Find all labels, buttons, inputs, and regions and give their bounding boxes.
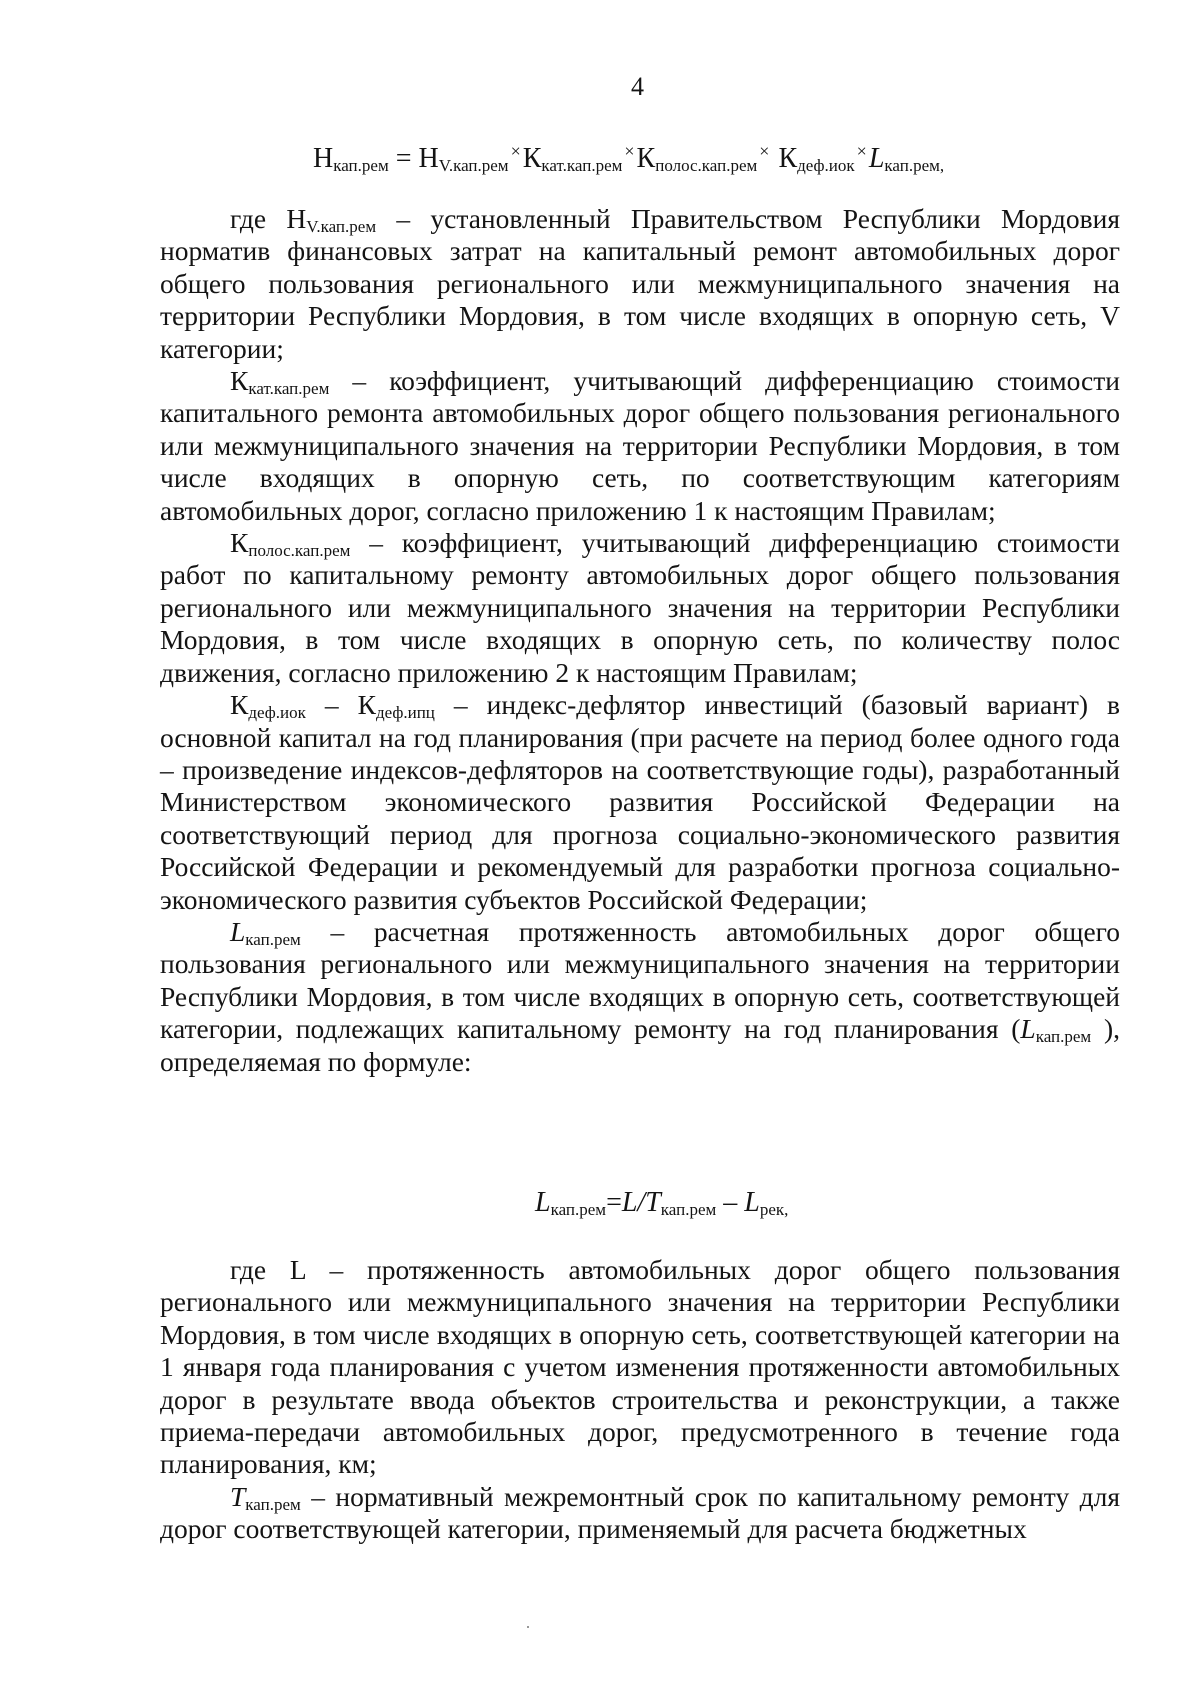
definition-prefix: где xyxy=(230,1254,290,1285)
page-number: 4 xyxy=(631,72,644,101)
formula-length-capital-repair xyxy=(535,1189,788,1218)
definition-text: – расчетная протяженность автомобильных дорог общего пользования регионального или межмуниципального значения на территории Республики Мордовия, в том числе входящих в опорную сеть, соответствующей категории, подлежащих капитальному ремонту на год планирования ( xyxy=(160,915,1127,1045)
formula-term: К xyxy=(522,143,542,174)
formula-term-subscript: кап.рем xyxy=(660,1200,717,1219)
definition-paragraph xyxy=(160,689,1127,916)
definitions-block-2 xyxy=(160,1254,1127,1546)
multiply-sign: × xyxy=(856,141,867,161)
definition-text: – индекс-дефлятор инвестиций (базовый вариант) в основной капитал на год планирования (при расчете на период более одного года – произведение индексов-дефляторов на соответствующие годы), разработанный Министерством экономического развития Российской Федерации на соответствующий период для прогноза социально-экономического развития Российской Федерации и рекомендуемый для разработки прогноза социально-экономического развития субъектов Российской Федерации; xyxy=(160,689,1127,915)
formula-term: Н xyxy=(418,143,439,174)
definition-paragraph xyxy=(160,203,1127,365)
multiply-sign: × xyxy=(510,141,521,161)
multiply-sign: × xyxy=(624,141,635,161)
formula-minus: – xyxy=(716,1187,745,1218)
definition-subscript: полос.кап.рем xyxy=(248,541,351,561)
definition-symbol: К xyxy=(230,365,249,397)
definition-prefix: где xyxy=(230,203,287,234)
definition-text: – протяженность автомобильных дорог общего пользования регионального или межмуниципального значения на территории Республики Мордовия, в том числе входящих в опорную сеть, соответствующей категории на 1 января года планирования с учетом изменения протяженности автомобильных дорог в результате ввода объектов строительства и реконструкции, а также приема-передачи автомобильных дорог, предусмотренного в течение года планирования, км; xyxy=(160,1254,1127,1480)
definition-subscript: кап.рем xyxy=(245,929,301,949)
definition-text: – установленный Правительством Республики Мордовия норматив финансовых затрат на капитальный ремонт автомобильных дорог общего пользования регионального или межмуниципального значения на территории Республики Мордовия, в том числе входящих в опорную сеть, V категории; xyxy=(160,203,1127,364)
formula-cost-capital-repair xyxy=(313,142,944,174)
formula-term: L/T xyxy=(621,1187,661,1218)
definition-text: – коэффициент, учитывающий дифференциацию стоимости работ по капитальному ремонту автомобильных дорог общего пользования регионального или межмуниципального значения на территории Республики Мордовия, в том числе входящих в опорную сеть, по количеству полос движения, согласно приложению 2 к настоящим Правилам; xyxy=(160,527,1127,688)
formula-term: L xyxy=(868,143,885,174)
formula-equals: = xyxy=(606,1187,622,1218)
definition-paragraph xyxy=(160,1480,1127,1546)
definition-symbol: К xyxy=(230,527,249,559)
formula-equals: = xyxy=(395,143,412,174)
definition-symbol: L xyxy=(1020,1013,1036,1045)
multiply-sign: × xyxy=(759,141,770,161)
definition-subscript: деф.ипц xyxy=(375,703,435,723)
definition-paragraph xyxy=(160,527,1127,689)
definition-subscript: кап.рем xyxy=(245,1494,301,1514)
definition-symbol: L xyxy=(289,1254,306,1285)
definition-text: – коэффициент, учитывающий дифференциацию стоимости капитального ремонта автомобильных дорог общего пользования регионального или межмуниципального значения на территории Республики Мордовия, в том числе входящих в опорную сеть, по соответствующим категориям автомобильных дорог, согласно приложению 1 к настоящим Правилам; xyxy=(160,365,1127,526)
scan-speck xyxy=(527,1626,529,1628)
definition-paragraph xyxy=(160,1254,1127,1481)
definitions-block xyxy=(160,203,1127,1078)
definition-symbol: L xyxy=(230,915,246,947)
definition-symbol: К xyxy=(230,689,249,721)
formula-term-subscript: рек, xyxy=(759,1200,789,1219)
formula-term-subscript: деф.иок xyxy=(797,156,855,175)
formula-term-subscript: V.кап.рем xyxy=(438,156,509,175)
formula-lhs-subscript: кап.рем xyxy=(550,1200,607,1219)
formula-lhs-symbol: Н xyxy=(313,143,334,174)
definition-paragraph xyxy=(160,365,1127,527)
definition-text: ), определяемая по формуле: xyxy=(160,1013,1127,1077)
formula-term-subscript: полос.кап.рем xyxy=(655,156,758,175)
formula-lhs-symbol: L xyxy=(535,1187,551,1218)
definition-paragraph xyxy=(160,915,1127,1078)
formula-term-subscript: кап.рем, xyxy=(884,156,945,175)
definition-symbol: – К xyxy=(305,689,376,721)
formula-term-subscript: кат.кап.рем xyxy=(541,156,623,175)
definition-subscript: кат.кап.рем xyxy=(248,379,330,399)
definition-subscript: деф.иок xyxy=(248,703,306,723)
formula-term: L xyxy=(744,1187,760,1218)
definition-text: – нормативный межремонтный срок по капитальному ремонту для дорог соответствующей категории, применяемый для расчета бюджетных xyxy=(160,1480,1127,1545)
formula-term: К xyxy=(636,143,656,174)
definition-subscript: кап.рем xyxy=(1035,1027,1092,1047)
definition-symbol: Н xyxy=(286,203,307,234)
formula-lhs-subscript: кап.рем xyxy=(333,156,389,175)
definition-symbol: T xyxy=(230,1480,246,1512)
formula-term: К xyxy=(778,143,798,174)
definition-subscript: V.кап.рем xyxy=(306,217,377,236)
